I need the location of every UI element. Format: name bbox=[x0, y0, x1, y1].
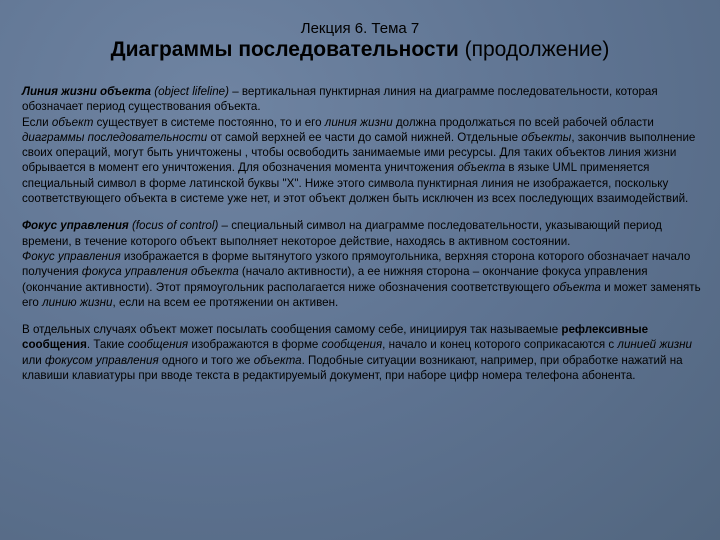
title-suffix: (продолжение) bbox=[458, 38, 610, 61]
text: (начало активности), а ее нижняя сторона – окончание фокуса управления (окончание активности). Этот прямоугольник располагается ниже обозначения соответствующего bbox=[22, 265, 648, 294]
paragraph-lifeline-details bbox=[22, 115, 704, 207]
italic-text: линией жизни bbox=[617, 338, 692, 352]
text: одного и того же bbox=[158, 353, 254, 367]
text: , закончив выполнение своих операций, могут быть уничтожены , чтобы освободить занимаемые ими ресурсы. Для таких объектов линия жизни обрывается в момент его уничтожения. Для обозначения момента уничтожения bbox=[22, 130, 696, 175]
italic-text: объекты bbox=[521, 130, 572, 144]
text: или bbox=[22, 353, 45, 367]
text: . Подобные ситуации возникают, например, при обработке нажатий на клавиши клавиатуры при вводе текста в редактируемый документ, при наборе цифр номера телефона абонента. bbox=[22, 353, 683, 383]
term-lifeline-en: (object lifeline) bbox=[150, 85, 229, 98]
title-main: Диаграммы последовательности bbox=[110, 38, 459, 61]
paragraph-reflexive-messages bbox=[22, 322, 704, 383]
spacer bbox=[22, 310, 704, 322]
bold-text: рефлексивные сообщения bbox=[22, 323, 649, 352]
text: , начало и конец которого соприкасаются с bbox=[382, 338, 618, 352]
italic-text: сообщения bbox=[321, 338, 383, 352]
text: изображается в форме вытянутого узкого прямоугольника, верхняя сторона которого обозначает начало получения bbox=[22, 249, 691, 279]
text: В отдельных случаях объект может посылать сообщения самому себе, инициируя так называемые bbox=[22, 323, 562, 337]
italic-text: фокуса управления объекта bbox=[81, 265, 239, 279]
italic-text: объекта bbox=[457, 161, 506, 175]
text: должна продолжаться по всей рабочей области bbox=[392, 115, 654, 129]
italic-text: объекта bbox=[553, 280, 601, 294]
text: – специальный символ на диаграмме последовательности, указывающий период времени, в течение которого объект выполняет некоторое действие, находясь в активном состоянии. bbox=[22, 219, 662, 248]
slide-body bbox=[22, 84, 704, 383]
text: изображаются в форме bbox=[188, 338, 322, 352]
text: , если на всем ее протяжении он активен. bbox=[112, 295, 339, 309]
italic-text: линию жизни bbox=[42, 295, 113, 309]
term-focus-en: (focus of control) bbox=[128, 219, 219, 233]
text: – вертикальная пунктирная линия на диаграмме последовательности, которая обозначает период существования объекта. bbox=[22, 85, 658, 114]
text: и может заменять его bbox=[22, 280, 701, 309]
italic-text: фокусом управления bbox=[44, 353, 159, 367]
italic-text: Фокус управления bbox=[22, 249, 121, 263]
spacer bbox=[22, 206, 704, 218]
text: . Такие bbox=[86, 338, 128, 352]
term-lifeline: Линия жизни объекта bbox=[22, 85, 151, 98]
italic-text: диаграммы последовательности bbox=[22, 130, 208, 144]
slide-subtitle: Лекция 6. Тема 7 bbox=[300, 20, 420, 37]
paragraph-focus-definition bbox=[22, 218, 704, 249]
paragraph-focus-details bbox=[22, 249, 704, 310]
italic-text: объект bbox=[51, 115, 94, 129]
text: Если bbox=[22, 115, 52, 129]
italic-text: сообщения bbox=[127, 338, 189, 352]
text: от самой верхней ее части до самой нижней. Отдельные bbox=[207, 130, 522, 144]
text: в языке UML применяется специальный символ в форме латинской буквы "Х". Ниже этого символа пунктирная линия не изображается, поскольку соответствующего объекта в системе уже нет, и этот объект должен быть исключен из всех последующих взаимодействий. bbox=[22, 161, 689, 206]
term-focus: Фокус управления bbox=[22, 219, 129, 233]
italic-text: объекта bbox=[253, 353, 302, 367]
paragraph-lifeline-definition bbox=[22, 84, 704, 115]
text: существует в системе постоянно, то и его bbox=[93, 115, 325, 129]
italic-text: линия жизни bbox=[324, 115, 393, 129]
slide-title bbox=[0, 38, 720, 62]
